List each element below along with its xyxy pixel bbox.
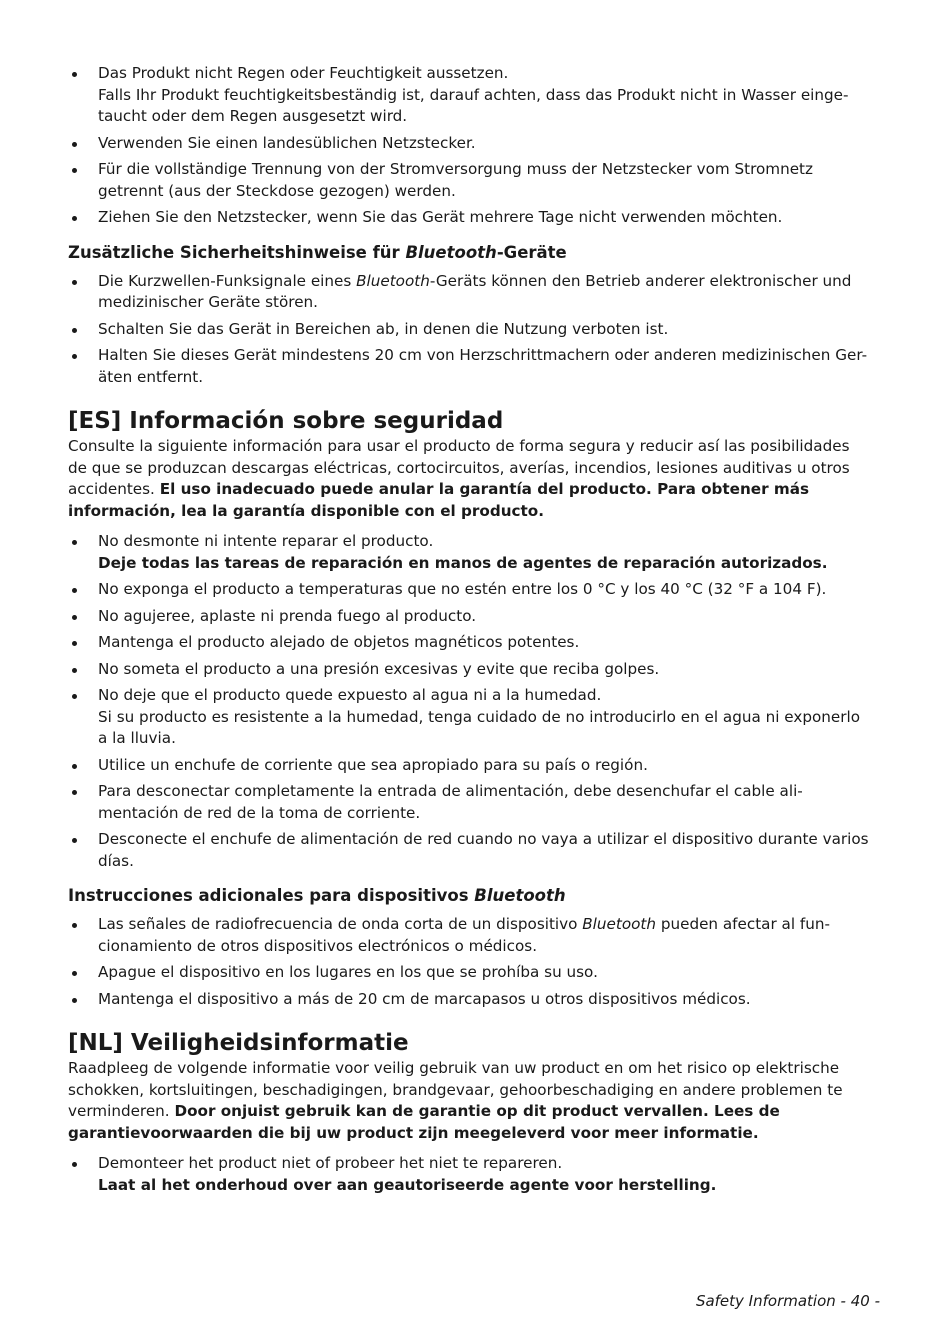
list-item: Mantenga el producto alejado de objetos magnéticos potentes. [68, 632, 898, 654]
list-item: Mantenga el dispositivo a más de 20 cm de marcapasos u otros dispositivos médicos. [68, 989, 898, 1011]
list-item: No agujeree, aplaste ni prenda fuego al producto. [68, 606, 898, 628]
list-item: Das Produkt nicht Regen oder Feuchtigkeit aussetzen. Falls Ihr Produkt feuchtigkeitsbeständig ist, darauf achten, dass das Produkt nicht in Wasser einge- taucht oder dem Regen ausgesetzt wird. [68, 63, 898, 128]
list-item: Für die vollständige Trennung von der Stromversorgung muss der Netzstecker vom Stromnetz getrennt (aus der Steckdose gezogen) werden. [68, 159, 898, 202]
nl-intro: Raadpleeg de volgende informatie voor veilig gebruik van uw product en om het risico op elektrische schokken, kortsluitingen, beschadigingen, brandgevaar, gehoorbeschadiging en andere problemen te verminderen. Door onjuist gebruik kan de garantie op dit product vervallen. Lees de garantievoorwaarden die bij uw product zijn meegeleverd voor meer informatie. [68, 1059, 843, 1142]
de-bluetooth-heading: Zusätzliche Sicherheitshinweise für Bluetooth-Geräte [68, 242, 567, 262]
list-item: Las señales de radiofrecuencia de onda corta de un dispositivo Bluetooth pueden afectar al fun- cionamiento de otros dispositivos electrónicos o médicos. [68, 914, 898, 957]
document-page [68, 63, 898, 1201]
list-item: No desmonte ni intente reparar el producto. Deje todas las tareas de reparación en manos de agentes de reparación autorizados. [68, 531, 898, 574]
list-item: Para desconectar completamente la entrada de alimentación, debe desenchufar el cable ali- mentación de red de la toma de corriente. [68, 781, 898, 824]
list-item: Utilice un enchufe de corriente que sea apropiado para su país o región. [68, 755, 898, 777]
list-item: Ziehen Sie den Netzstecker, wenn Sie das Gerät mehrere Tage nicht verwenden möchten. [68, 207, 898, 229]
page-footer: Safety Information - 40 - [695, 1292, 880, 1310]
es-safety-list [68, 531, 898, 872]
es-intro: Consulte la siguiente información para usar el producto de forma segura y reducir así las posibilidades de que se produzcan descargas eléctricas, cortocircuitos, averías, incendios, lesiones auditivas u otros accidentes. El uso inadecuado puede anular la garantía del producto. Para obtener más información, lea la garantía disponible con el producto. [68, 437, 850, 520]
list-item: Verwenden Sie einen landesüblichen Netzstecker. [68, 133, 898, 155]
es-bluetooth-list [68, 914, 898, 1010]
list-item: Desconecte el enchufe de alimentación de red cuando no vaya a utilizar el dispositivo durante varios días. [68, 829, 898, 872]
nl-safety-list [68, 1153, 898, 1196]
nl-section-title: [NL] Veiligheidsinformatie [68, 1030, 409, 1056]
de-safety-list [68, 63, 898, 229]
list-item: Halten Sie dieses Gerät mindestens 20 cm von Herzschrittmachern oder anderen medizinischen Ger- äten entfernt. [68, 345, 898, 388]
es-section-title: [ES] Información sobre seguridad [68, 408, 504, 434]
es-bluetooth-heading: Instrucciones adicionales para dispositivos Bluetooth [68, 886, 566, 905]
list-item: Die Kurzwellen-Funksignale eines Bluetooth-Geräts können den Betrieb anderer elektronischer und medizinischer Geräte stören. [68, 271, 898, 314]
list-item: No exponga el producto a temperaturas que no estén entre los 0 °C y los 40 °C (32 °F a 104 F). [68, 579, 898, 601]
list-item: No deje que el producto quede expuesto al agua ni a la humedad. Si su producto es resistente a la humedad, tenga cuidado de no introducirlo en el agua ni exponerlo a la lluvia. [68, 685, 898, 750]
de-bluetooth-list [68, 271, 898, 389]
list-item: No someta el producto a una presión excesivas y evite que reciba golpes. [68, 659, 898, 681]
list-item: Demonteer het product niet of probeer het niet te repareren. Laat al het onderhoud over aan geautoriseerde agente voor herstelling. [68, 1153, 898, 1196]
list-item: Apague el dispositivo en los lugares en los que se prohíba su uso. [68, 962, 898, 984]
list-item: Schalten Sie das Gerät in Bereichen ab, in denen die Nutzung verboten ist. [68, 319, 898, 341]
